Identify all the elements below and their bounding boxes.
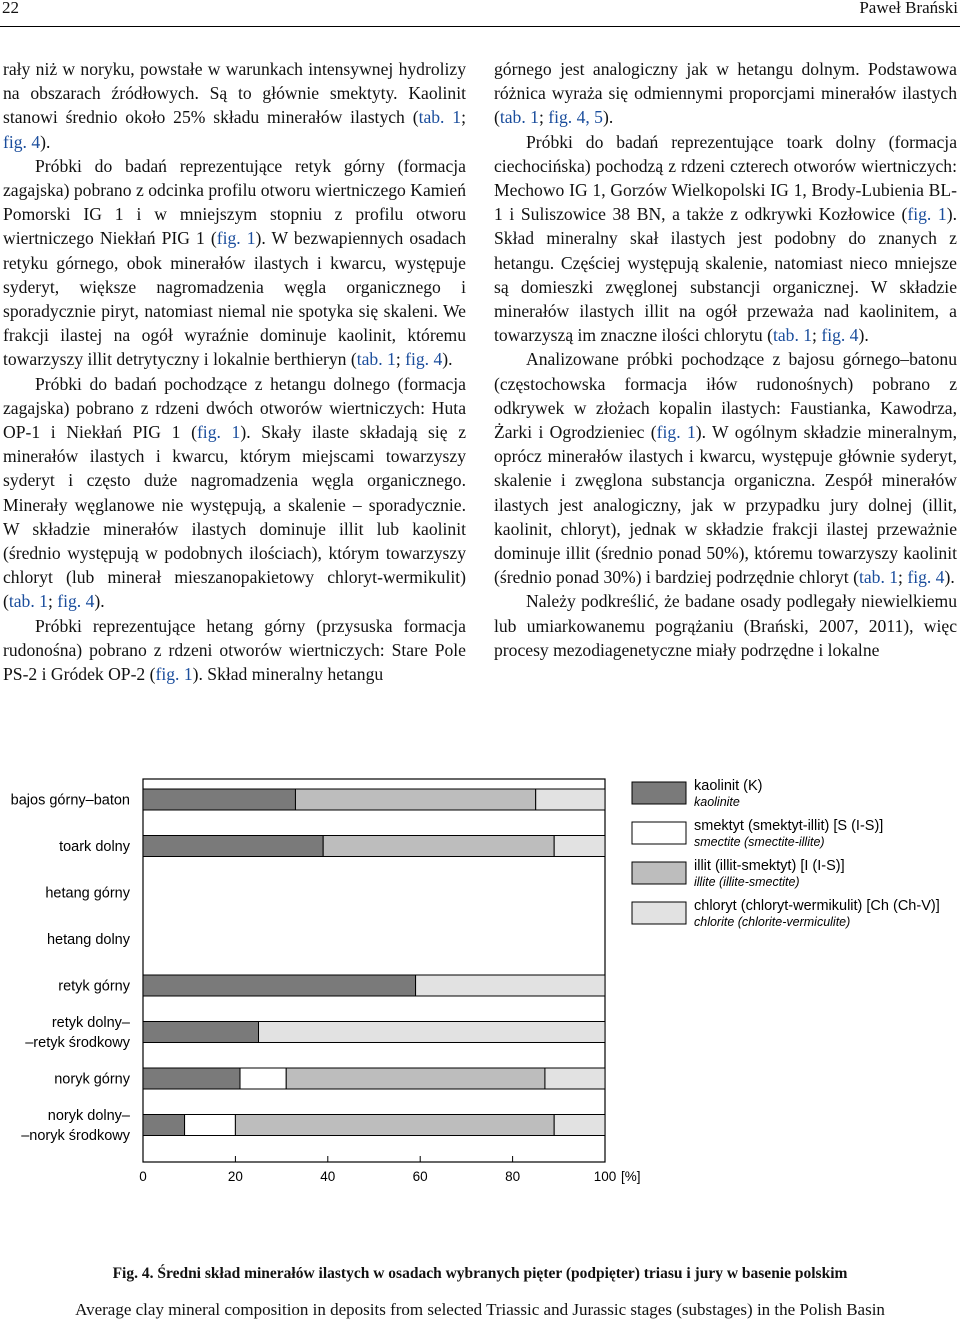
text-run: ). [94,591,105,612]
legend-label-en: chlorite (chlorite-vermiculite) [694,915,851,929]
x-tick-label: 40 [320,1169,336,1184]
paragraph [494,130,957,348]
cross-reference-link[interactable]: tab. 1 [499,107,539,128]
cross-reference-link[interactable]: fig. 4 [821,325,859,346]
text-run: ). [858,325,869,346]
paragraph [3,154,466,372]
left-text-column [3,57,466,686]
bar-segment [554,1115,605,1136]
page-header [0,0,960,27]
paragraph [3,372,466,614]
x-tick-label: 60 [412,1169,428,1184]
bar-segment [323,836,554,857]
cross-reference-link[interactable]: tab. 1 [858,567,899,588]
text-run: Analizowane próbki pochodzące z bajosu górnego–batonu (częstochowska formacja iłów rudonośnych) pobrano z odkrywek w złożach kopalin ilastych: Faustianka, Kawodrza, Żarki i Ogrodzieniec ( [494,349,957,443]
cross-reference-link[interactable]: fig. 4 [57,591,95,612]
bar-segment [240,1068,286,1089]
running-head-author: Paweł Brański [859,0,958,17]
figure-caption-polish [0,1265,960,1283]
category-label: –retyk środkowy [25,1035,130,1051]
bar-segment [554,836,605,857]
text-run: górnego jest analogiczny jak w hetangu dolnym. Podstawowa różnica wyraża się odmiennymi proporcjami minerałów ilastych ( [494,59,957,128]
text-run: ; [395,349,406,370]
cross-reference-link[interactable]: fig. 1 [155,664,193,685]
text-run: ). Skład mineralny hetangu [192,664,384,685]
category-label: hetang górny [45,885,130,902]
text-run: ). [442,349,453,370]
cross-reference-link[interactable]: fig. 1 [907,204,947,225]
category-label: bajos górny–baton [10,792,130,809]
bar-segment [143,836,323,857]
x-tick-label: 100 [593,1169,617,1184]
cross-reference-link[interactable]: tab. 1 [356,349,396,370]
bar-segment [286,1068,545,1089]
page-number: 22 [2,0,19,17]
cross-reference-link[interactable]: fig. 4 [907,567,945,588]
bar-segment [416,975,605,996]
paragraph [494,57,957,130]
cross-reference-link[interactable]: fig. 1 [656,422,696,443]
text-run: ; [461,107,466,128]
text-run: ). [40,131,51,152]
bar-segment [545,1068,605,1089]
legend-label-en: kaolinite [694,795,740,809]
category-label: hetang dolny [46,932,130,948]
text-run: ). [944,567,955,588]
legend-label: kaolinit (K) [694,778,763,794]
text-run: rały niż w noryku, powstałe w warunkach intensywnej hydrolizy na obszarach źródłowych. Są to głównie smektyty. Kaolinit stanowi średnio około 25% składu minerałów ilastych ( [3,59,466,128]
text-run: Próbki reprezentujące hetang górny (przysuska formacja rudonośna) pobrano z rdzeni otworów wiertniczych: Stare Pole PS-2 i Gródek OP-2 ( [3,615,466,685]
legend-label-en: smectite (smectite-illite) [694,835,825,849]
category-label: noryk górny [54,1071,130,1088]
text-run: ). Skały ilaste składają się z minerałów ilastych i kwarcu, którym miejscami towarzyszy syderyt i często duże nagromadzenia węgla organicznego. Minerały węglanowe nie występują, a skalenie – sporadycznie. W składzie minerałów ilastych dominuje illit lub kaolinit (średnio występują w podobnych ilościach), którym towarzyszy chloryt (lub minerał mieszanopakietowy chloryt-wermikulit) ( [3,422,467,612]
cross-reference-link[interactable]: fig. 4 [3,131,41,152]
x-tick-label: 0 [139,1169,147,1184]
text-run: Należy podkreślić, że badane osady podlegały niewielkiemu lub umiarkowanemu pogrążaniu (Brański, 2007, 2011), więc procesy mezodiagenetyczne miały podrzędne i lokalne [494,591,957,660]
paragraph [3,614,466,687]
legend-label: chloryt (chloryt-wermikulit) [Ch (Ch-V)] [694,898,940,914]
figure-label: Fig. 4. [112,1265,154,1282]
text-run: Próbki do badań pochodzące z hetangu dolnego (formacja zagajska) pobrano z rdzeni dwóch otworów wiertniczych: Huta OP-1 i Niekłań PIG 1 ( [3,373,466,443]
legend-label: smektyt (smektyt-illit) [S (I-S)] [694,818,884,834]
bar-segment [143,1068,240,1089]
legend-label: illit (illit-smektyt) [I (I-S)] [694,858,845,874]
text-run: Próbki do badań reprezentujące toark dolny (formacja ciechocińska) pochodzą z rdzeni czterech otworów wiertniczych: Mechowo IG 1, Gorzów Wielkopolski IG 1, Brody-Lubienia BL-1 i Suliszowice 38 BN, a także z odkrywki Kozłowice ( [494,131,957,225]
category-label: toark dolny [59,839,130,855]
cross-reference-link[interactable]: tab. 1 [8,591,48,612]
legend-swatch [632,822,686,844]
x-tick-label: 20 [227,1169,243,1184]
legend-swatch [632,782,686,804]
bar-segment [295,789,535,810]
legend-swatch [632,862,686,884]
text-run: Próbki do badań reprezentujące retyk górny (formacja zagajska) pobrano z odcinka profilu otworu wiertniczego Kamień Pomorski IG 1 i w mniejszym stopniu z profilu otworu wiertniczego Niekłań PIG 1 ( [3,155,466,249]
figure-caption-english: Average clay mineral composition in deposits from selected Triassic and Jurassic stages (substages) in the Polish Basin [75,1300,885,1319]
cross-reference-link[interactable]: fig. 1 [196,422,241,443]
text-run: ). W ogólnym składzie mineralnym, oprócz minerałów ilastych i kwarcu, występuje głównie syderyt, skalenie i zwęglona substancja organiczna. Zespół minerałów ilastych jest analogiczny, jak w przypadku jury dolnej (illit, kaolinit, chloryt), jednak w składzie frakcji ilastej przeważnie dominuje illit (średnio ponad 50%), któremu towarzyszy kaolinit (średnio ponad 30%) i bardziej podrzędnie chloryt ( [494,422,958,588]
bar-segment [259,1022,606,1043]
cross-reference-link[interactable]: fig. 1 [216,228,256,249]
paragraph [494,347,957,589]
paragraph [494,589,957,662]
x-tick-label: 80 [505,1169,521,1184]
cross-reference-link[interactable]: fig. 4, 5 [548,107,603,128]
bar-segment [235,1115,554,1136]
cross-reference-link[interactable]: tab. 1 [418,107,462,128]
paragraph [3,57,466,154]
category-label: retyk dolny– [51,1015,130,1031]
bar-segment [143,789,295,810]
text-run: ). W bezwapiennych osadach retyku górnego, obok minerałów ilastych i kwarcu, występuje syderyt, większe nagromadzenia węgla organicznego i sporadycznie piryt, natomiast niemal nie spotyka się skaleni. We frakcji ilastej na ogół wyraźnie dominuje kaolinit, któremu towarzyszy illit detrytyczny i lokalnie berthieryn ( [3,228,466,370]
cross-reference-link[interactable]: tab. 1 [772,325,813,346]
bar-segment [143,1115,185,1136]
bar-segment [143,1022,259,1043]
x-unit-label: [%] [621,1169,641,1184]
legend-swatch [632,902,686,924]
clay-mineral-chart [0,775,960,1235]
text-run: ; [47,591,58,612]
text-run: ; [538,107,549,128]
category-label: –noryk środkowy [21,1128,130,1144]
legend-label-en: illite (illite-smectite) [694,875,800,889]
category-label: noryk dolny– [47,1108,130,1124]
right-text-column [494,57,957,662]
bar-segment [143,975,416,996]
text-run: ). [602,107,614,128]
text-run: ). Skład mineralny skał ilastych jest podobny do znanych z hetangu. Częściej występują skalenie, natomiast nieco mniejsze są domieszki zwęglonej substancji organicznej. W składzie minerałów ilastych illit na ogół przeważa nad kaolinitem, a towarzyszą im znaczne ilości chlorytu ( [494,204,957,346]
category-label: retyk górny [58,978,130,995]
text-run: ; [898,567,908,588]
figure-title-pl: Średni skład minerałów ilastych w osadach wybranych pięter (podpięter) triasu i jury w basenie polskim [157,1265,848,1282]
bar-segment [185,1115,236,1136]
text-run: ; [812,325,822,346]
cross-reference-link[interactable]: fig. 4 [405,349,443,370]
bar-segment [536,789,605,810]
